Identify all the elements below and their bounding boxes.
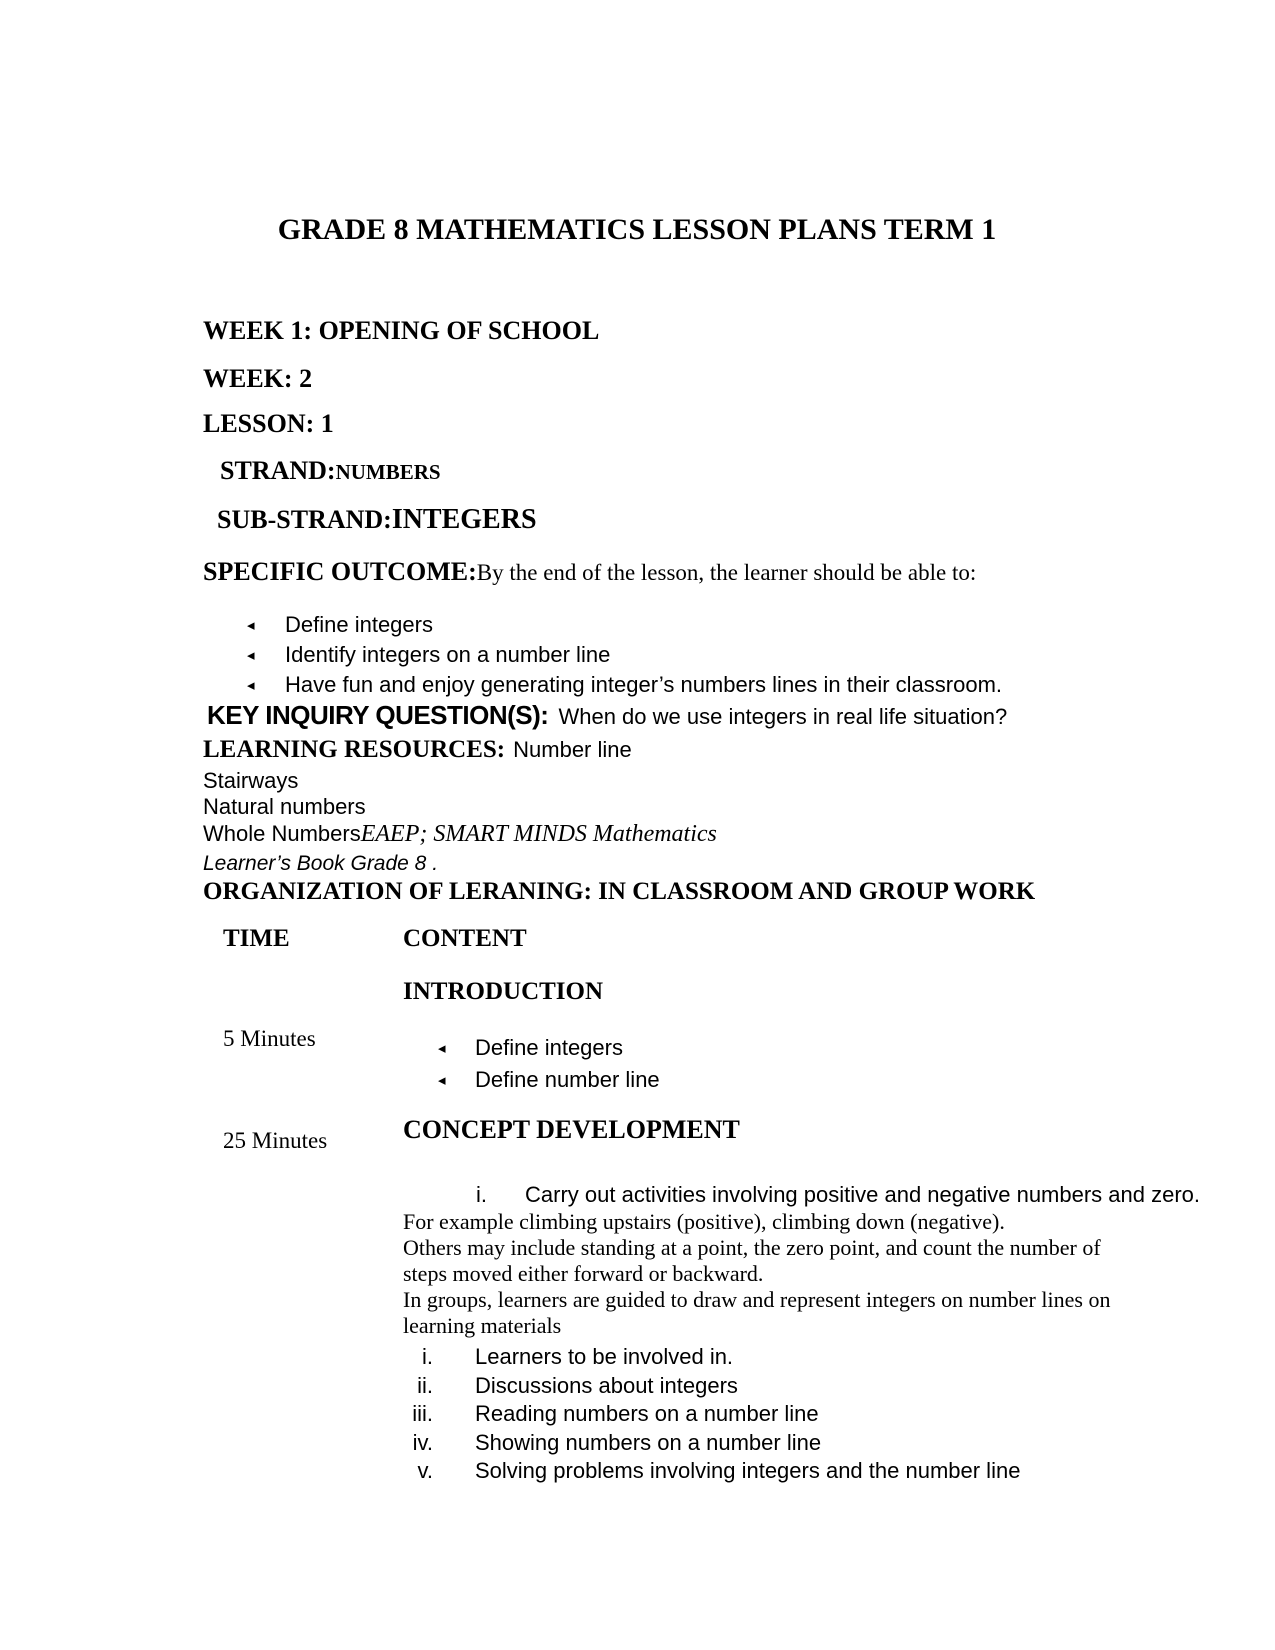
paragraph-line: Others may include standing at a point, the zero point, and count the number of [403,1235,1101,1260]
list-item [403,1343,1215,1372]
learning-resources-line [203,735,1215,768]
specific-outcome-text: By the end of the lesson, the learner should be able to: [476,560,977,585]
list-item [403,1400,1215,1429]
outcome-bullet-text: Define integers [285,612,433,637]
time-cell: 25 Minutes [223,1128,328,1153]
roman-numeral: v. [417,1458,433,1484]
substrand-label: SUB-STRAND: [217,505,392,534]
bullet-icon: ◂ [438,1039,446,1057]
outcome-bullet-text: Have fun and enjoy generating integer’s numbers lines in their classroom. [285,672,1003,697]
specific-outcome-label: SPECIFIC OUTCOME: [203,557,477,586]
substrand-value: INTEGERS [391,504,537,535]
specific-outcome-line [203,556,1215,592]
roman-item-text: Showing numbers on a number line [475,1429,822,1455]
bullet-icon: ◂ [247,646,255,664]
substrand-line [203,503,1215,537]
introduction-bullet-list [403,1032,1215,1096]
dev-activity-item [403,1181,1215,1209]
paragraph-line: In groups, learners are guided to draw and represent integers on number lines on [403,1287,1111,1312]
strand-line [203,455,1215,488]
organization-line: ORGANIZATION OF LERANING: IN CLASSROOM AND GROUP WORK [203,878,1036,905]
table-cell-empty [203,1181,403,1486]
resource-item: Natural numbers [203,794,366,819]
table-header-content: CONTENT [403,925,527,952]
outcome-bullet-text: Identify integers on a number line [285,642,611,667]
table-header-time: TIME [223,925,290,952]
resource-item: Stairways [203,768,299,793]
roman-numeral: i. [422,1344,433,1369]
key-inquiry-label: KEY INQUIRY QUESTION(S): [207,700,549,730]
page-title: GRADE 8 MATHEMATICS LESSON PLANS TERM 1 [277,213,997,246]
heading-week: WEEK: 2 [203,364,313,393]
resource-book-ref: EAEP; SMART MINDS Mathematics [360,821,717,847]
intro-bullet-text: Define number line [475,1067,660,1092]
paragraph-line: learning materials [403,1313,562,1338]
learning-resources-label: LEARNING RESOURCES: [203,736,506,763]
strand-value: NUMBERS [335,460,441,484]
strand-label: STRAND: [220,456,336,485]
outcome-bullet-list [203,610,1215,700]
list-item [203,670,1215,700]
list-item [403,1372,1215,1401]
paragraph-line: steps moved either forward or backward. [403,1261,764,1286]
key-inquiry-question: When do we use integers in real life situation? [558,704,1008,729]
resource-book-line [203,820,1215,851]
list-item [403,1429,1215,1458]
roman-item-text: Learners to be involved in. [475,1344,734,1369]
roman-item-text: Discussions about integers [475,1372,738,1398]
key-inquiry-line [203,700,1215,735]
bullet-icon: ◂ [438,1071,446,1089]
dev-activity-number: i. [476,1182,487,1207]
roman-item-text: Solving problems involving integers and the number line [475,1458,1021,1484]
paragraph-line: For example climbing upstairs (positive), climbing down (negative). [403,1209,1005,1234]
bullet-icon: ◂ [247,616,255,634]
list-item [403,1032,1215,1064]
introduction-heading: INTRODUCTION [403,978,604,1005]
table-cell-empty [203,976,403,1008]
list-item [203,640,1215,670]
list-item [203,610,1215,640]
intro-bullet-text: Define integers [475,1035,623,1060]
concept-development-heading: CONCEPT DEVELOPMENT [403,1115,740,1144]
roman-numeral: iv. [412,1429,433,1455]
roman-numeral: ii. [417,1372,433,1398]
dev-activity-text: Carry out activities involving positive and negative numbers and zero. [525,1182,1201,1207]
list-item [403,1457,1215,1486]
time-cell: 5 Minutes [223,1026,316,1051]
heading-lesson: LESSON: 1 [203,409,334,438]
introduction-content [403,1024,1215,1096]
resource-whole-numbers: Whole Numbers [203,821,361,846]
heading-week-opening: WEEK 1: OPENING OF SCHOOL [203,316,600,345]
roman-item-text: Reading numbers on a number line [475,1401,819,1427]
document-content [203,0,1215,1486]
concept-development-content [403,1181,1215,1486]
learning-resources-first: Number line [513,737,632,762]
lesson-table [203,924,1215,1486]
dev-roman-list [403,1343,1215,1486]
bullet-icon: ◂ [247,676,255,694]
dev-paragraph [403,1209,1215,1339]
resource-learners-book: Learner’s Book Grade 8 . [203,852,439,875]
roman-numeral: iii. [412,1401,433,1427]
list-item [403,1064,1215,1096]
